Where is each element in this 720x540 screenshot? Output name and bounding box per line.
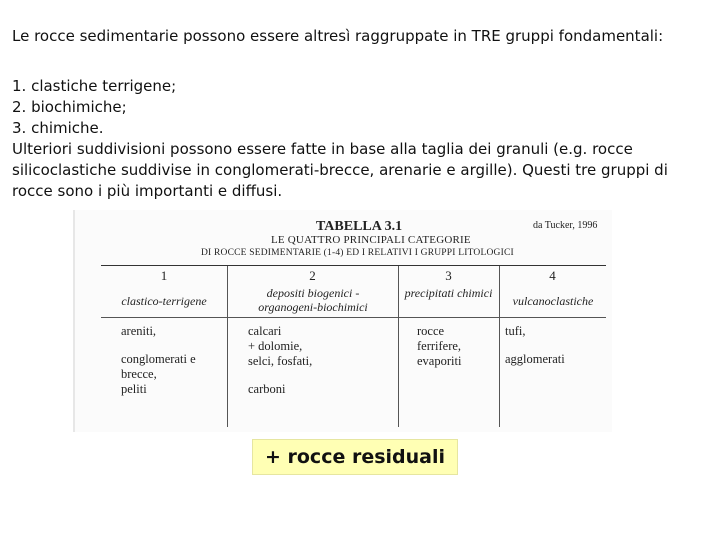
list-item-clastiche: 1. clastiche terrigene; xyxy=(12,77,177,95)
lithology-item: + dolomie, xyxy=(248,339,303,353)
spacer xyxy=(121,339,196,352)
lithology-item: rocce xyxy=(417,324,445,338)
table-title: TABELLA 3.1 xyxy=(316,219,403,234)
column-1-header: clastico-terrigene xyxy=(121,294,207,308)
column-3-number: 3 xyxy=(445,268,452,283)
intro-emphasis: TRE xyxy=(471,27,501,45)
column-2-lithologies xyxy=(248,324,312,397)
column-4-lithologies xyxy=(505,324,565,367)
lithology-item: areniti, xyxy=(121,324,157,338)
lithology-item: carboni xyxy=(248,382,286,396)
table-source: da Tucker, 1996 xyxy=(533,220,598,231)
column-2-header: depositi biogenici - organogeni-biochimici xyxy=(258,286,368,314)
column-divider xyxy=(499,266,500,427)
table-subtitle-1: LE QUATTRO PRINCIPALI CATEGORIE xyxy=(271,234,471,246)
lithology-item: selci, fosfati, xyxy=(248,354,313,368)
intro-text-2: gruppi fondamentali: xyxy=(500,27,664,45)
residual-rocks-callout xyxy=(252,439,458,475)
lithology-item: conglomerati e xyxy=(121,352,196,366)
column-4-number: 4 xyxy=(549,268,556,283)
column-divider xyxy=(227,266,228,427)
column-3-lithologies xyxy=(417,324,461,369)
lithology-item: calcari xyxy=(248,324,282,338)
spacer xyxy=(248,369,312,382)
column-1-lithologies xyxy=(121,324,196,397)
spacer xyxy=(505,339,565,352)
rock-categories-table xyxy=(101,265,606,427)
column-divider xyxy=(398,266,399,427)
lithology-item: brecce, xyxy=(121,367,157,381)
list-item-biochimiche: 2. biochimiche; xyxy=(12,98,127,116)
table-subtitle-2: DI ROCCE SEDIMENTARIE (1-4) ED I RELATIVI I GRUPPI LITOLOGICI xyxy=(201,248,514,258)
column-4-header: vulcanoclastiche xyxy=(512,294,594,308)
group-list xyxy=(12,76,712,202)
column-2-number: 2 xyxy=(309,268,316,283)
list-item-chimiche: 3. chimiche. xyxy=(12,119,104,137)
header-divider xyxy=(101,317,606,318)
column-3-header: precipitati chimici xyxy=(404,286,493,300)
subdivision-paragraph: Ulteriori suddivisioni possono essere fatte in base alla taglia dei granuli (e.g. rocce silicoclastiche suddivise in conglomerati-brecce, arenarie e argille). Questi tre gruppi di rocce sono i più importanti e diffusi. xyxy=(12,140,668,200)
lithology-item: evaporiti xyxy=(417,354,462,368)
lithology-item: peliti xyxy=(121,382,147,396)
callout-text: + rocce residuali xyxy=(264,446,446,468)
lithology-item: ferrifere, xyxy=(417,339,462,353)
intro-paragraph xyxy=(12,26,712,47)
intro-text-1: Le rocce sedimentarie possono essere altresì raggruppate in xyxy=(12,27,472,45)
column-1-number: 1 xyxy=(160,268,168,283)
lithology-item: tufi, xyxy=(505,324,526,338)
table-scan-image xyxy=(73,210,612,432)
lithology-item: agglomerati xyxy=(505,352,565,366)
